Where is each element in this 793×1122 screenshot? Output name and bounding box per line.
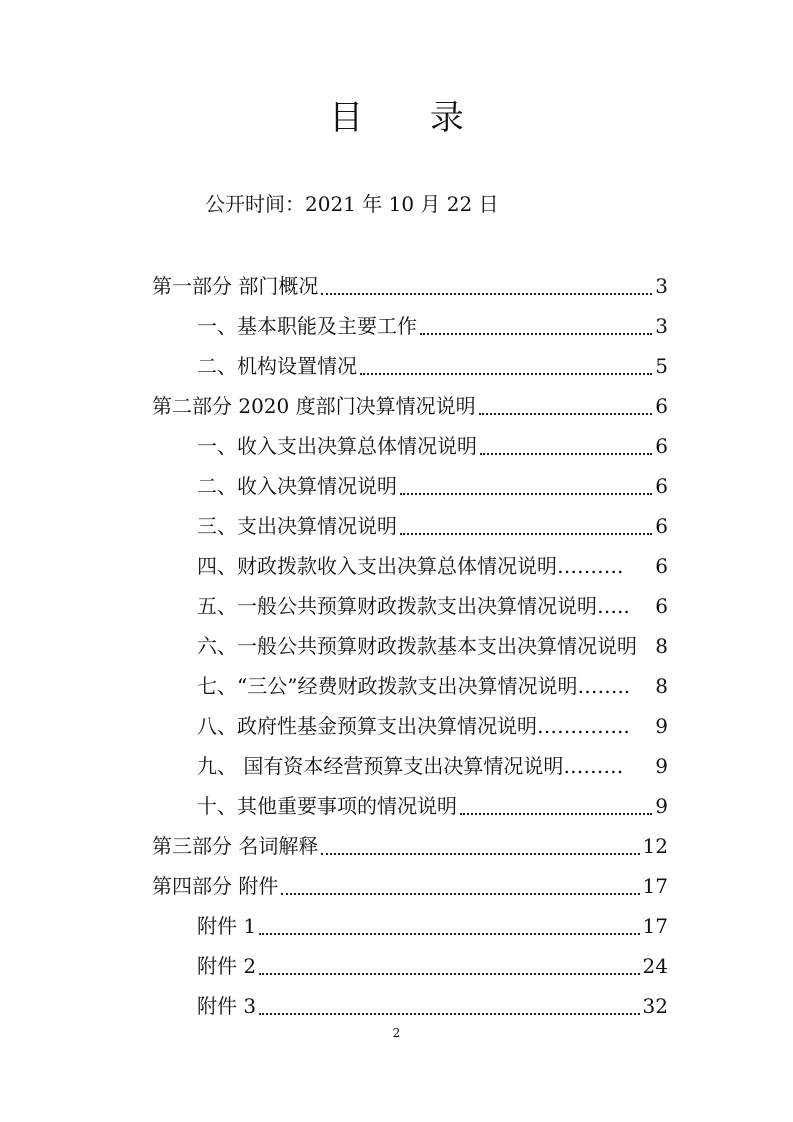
toc-entry-label: 第二部分 2020 度部门决算情况说明	[152, 394, 476, 418]
toc-entry-label: 第三部分 名词解释	[152, 834, 319, 858]
toc-entry-page: 6	[655, 554, 668, 578]
dot-leader	[321, 853, 639, 855]
toc-entry-label: 十、其他重要事项的情况说明	[197, 794, 457, 818]
toc-entry-page: 9	[655, 754, 668, 778]
toc-entry[interactable]	[197, 989, 668, 1023]
dot-leader	[259, 933, 639, 935]
toc-entry[interactable]	[152, 269, 668, 303]
toc-entry-label: 一、基本职能及主要工作	[197, 314, 417, 338]
toc-entry[interactable]	[197, 749, 668, 783]
toc-entry-page: 6	[655, 474, 668, 498]
toc-entry-page: 3	[655, 314, 668, 338]
toc-entry[interactable]	[152, 389, 668, 423]
toc-entry-page: 6	[655, 434, 668, 458]
dot-leader	[321, 293, 652, 295]
publish-date: 公开时间：2021 年 10 月 22 日	[205, 192, 499, 216]
dot-leader	[460, 813, 652, 815]
dot-leader	[259, 973, 639, 975]
toc-entry[interactable]	[197, 709, 668, 743]
dot-leader	[420, 333, 652, 335]
dot-leader	[479, 413, 653, 415]
dot-leader	[281, 893, 639, 895]
toc-entry-label: 一、收入支出决算总体情况说明	[197, 434, 477, 458]
toc-entry-label: 附件 3	[197, 994, 257, 1018]
toc-entry-page: 12	[642, 834, 668, 858]
toc-entry-label: 三、支出决算情况说明	[197, 514, 397, 538]
dot-leader	[400, 533, 652, 535]
toc-entry-page: 24	[642, 954, 668, 978]
toc-entry-label: 二、收入决算情况说明	[197, 474, 397, 498]
toc-entry[interactable]	[197, 589, 668, 623]
toc-entry-label: 七、“三公”经费财政拨款支出决算情况说明……..	[197, 674, 631, 698]
toc-entry-label: 第一部分 部门概况	[152, 274, 319, 298]
toc-entry[interactable]	[197, 349, 668, 383]
dot-leader	[480, 453, 652, 455]
toc-entry[interactable]	[197, 509, 668, 543]
toc-entry-page: 6	[655, 514, 668, 538]
toc-entry-page: 17	[642, 914, 668, 938]
toc-entry[interactable]	[197, 429, 668, 463]
toc-entry-label: 四、财政拨款收入支出决算总体情况说明……….	[197, 554, 624, 578]
toc-entry-label: 五、一般公共预算财政拨款支出决算情况说明…..	[197, 594, 630, 618]
toc-entry[interactable]	[197, 549, 668, 583]
toc-entry-label: 第四部分 附件	[152, 874, 279, 898]
toc-entry-label: 六、一般公共预算财政拨款基本支出决算情况说明	[197, 634, 637, 658]
toc-entry-page: 32	[642, 994, 668, 1018]
toc-entry-label: 附件 1	[197, 914, 257, 938]
toc-entry[interactable]	[197, 949, 668, 983]
document-title: 目 录	[329, 98, 492, 138]
toc-entry-page: 9	[655, 794, 668, 818]
toc-entry-page: 8	[655, 674, 668, 698]
toc-entry-label: 二、机构设置情况	[197, 354, 357, 378]
toc-entry[interactable]	[152, 829, 668, 863]
toc-entry-page: 6	[655, 394, 668, 418]
page-number: 2	[392, 1026, 401, 1040]
toc-entry[interactable]	[197, 789, 668, 823]
toc-entry[interactable]	[152, 869, 668, 903]
toc-entry-page: 6	[655, 594, 668, 618]
toc-entry-label: 附件 2	[197, 954, 257, 978]
toc-entry[interactable]	[197, 309, 668, 343]
toc-entry-page: 3	[655, 274, 668, 298]
toc-entry[interactable]	[197, 669, 668, 703]
toc-entry-label: 九、 国有资本经营预算支出决算情况说明………	[197, 754, 624, 778]
toc-entry-page: 17	[642, 874, 668, 898]
toc-entry-page: 8	[655, 634, 668, 658]
toc-entry-page: 9	[655, 714, 668, 738]
toc-entry[interactable]	[197, 629, 668, 663]
dot-leader	[259, 1013, 639, 1015]
toc-entry[interactable]	[197, 909, 668, 943]
toc-entry[interactable]	[197, 469, 668, 503]
toc-entry-page: 5	[655, 354, 668, 378]
dot-leader	[400, 493, 652, 495]
dot-leader	[360, 373, 652, 375]
toc-entry-label: 八、政府性基金预算支出决算情况说明…………..	[197, 714, 630, 738]
